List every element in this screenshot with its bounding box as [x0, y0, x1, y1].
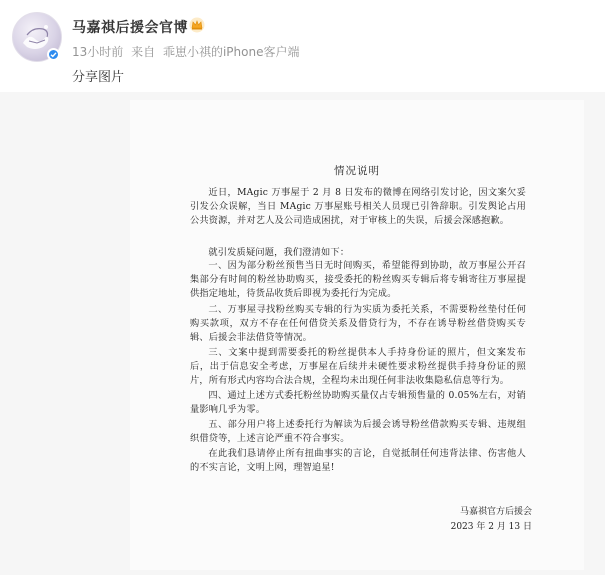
paragraph-point-3: 三、文案中提到需要委托的粉丝提供本人手持身份证的照片，但文案发布后，出于信息安全考虑，万事屋在后续并未硬性要求粉丝提供手持身份证的照片，所有形式内容均合法合规，全程均未出现任何非法收集隐私信息等行为。 — [190, 347, 526, 387]
post-text: 分享图片 — [72, 70, 125, 85]
post-header — [0, 0, 605, 100]
source-prefix: 来自 — [131, 45, 156, 59]
verified-badge-icon — [47, 48, 60, 61]
post-meta — [72, 43, 303, 60]
paragraph-point-2: 二、万事屋寻找粉丝购买专辑的行为实质为委托关系，不需要粉丝垫付任何购买款项，双方不存在任何借贷关系及借贷行为，不存在诱导粉丝借贷购买专辑、后援会非法借贷等情况。 — [190, 304, 526, 344]
paragraph-point-1: 一、因为部分粉丝预售当日无时间购买，希望能得到协助，故万事屋公开召集部分有时间的粉丝协助购买，接受委托的粉丝购买专辑后将专辑寄往万事屋提供指定地址，待货品收货后即视为委托行为完成。 — [190, 260, 526, 300]
paragraph-point-5: 五、部分用户将上述委托行为解读为后援会诱导粉丝借款购买专辑、违规组织借贷等，上述言论严重不符合事实。 — [190, 419, 526, 445]
document-title: 情况说明 — [334, 165, 380, 177]
document-date: 2023 年 2 月 13 日 — [450, 522, 532, 532]
username[interactable]: 马嘉祺后援会官博 — [72, 20, 188, 36]
paragraph-closing: 在此我们恳请停止所有扭曲事实的言论，自觉抵制任何违背法律、伤害他人的不实言论，文明上网，理智追星! — [190, 448, 526, 474]
paragraph-point-4: 四、通过上述方式委托粉丝协助购买量仅占专辑预售量的 0.05%左右，对销量影响几乎为零。 — [190, 390, 526, 416]
statement-document — [130, 100, 584, 570]
crown-icon[interactable] — [189, 17, 205, 33]
post-time: 13小时前 — [72, 45, 124, 59]
post-source[interactable]: 乖崽小祺的iPhone客户端 — [162, 45, 300, 59]
signature: 马嘉祺官方后援会 — [459, 507, 532, 517]
paragraph-clarify: 就引发质疑问题，我们澄清如下： — [208, 247, 350, 258]
paragraph-intro: 近日，MAgic 万事屋于 2 月 8 日发布的微博在网络引发讨论，因文案欠妥引发公众误解，当日 MAgic 万事屋账号相关人员现已引咎辞职。引发舆论占用公共资源，并对艺人及公司造成困扰，对于审核上的失误，后援会深感抱歉。 — [190, 187, 526, 227]
